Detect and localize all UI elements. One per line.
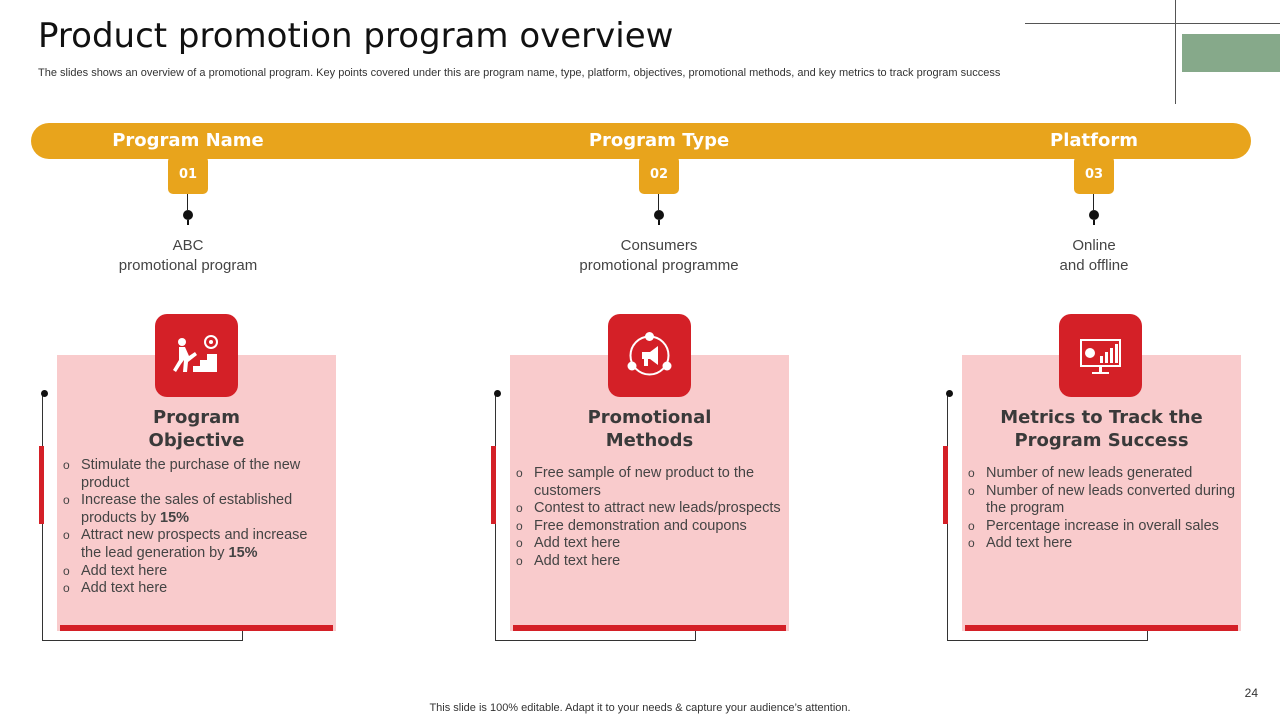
bullet-list <box>63 457 323 598</box>
list-item <box>968 483 1236 518</box>
value-line: ABC <box>172 237 204 254</box>
bullet-text: Attract new prospects and increase the lead generation by <box>81 527 308 561</box>
list-item <box>63 580 323 598</box>
bullet-text: Add text here <box>534 552 621 569</box>
card-title-line: Program Success <box>1014 430 1189 451</box>
list-item <box>63 457 323 492</box>
list-item <box>968 465 1236 483</box>
bar-label-program-name: Program Name <box>112 130 264 151</box>
value-line: promotional programme <box>579 257 739 274</box>
value-line: promotional program <box>118 257 258 274</box>
program-name-value <box>58 236 318 276</box>
pin-icon <box>1089 210 1099 220</box>
decor-line-vertical <box>1175 0 1176 104</box>
megaphone-cycle-icon <box>608 314 691 397</box>
bullet-text: Free demonstration and coupons <box>534 517 747 534</box>
list-item <box>63 492 323 527</box>
pin-connector <box>187 194 188 210</box>
red-marker <box>39 446 44 524</box>
footer-note: This slide is 100% editable. Adapt it to your needs & capture your audience’s attention. <box>429 702 851 714</box>
number-badge: 03 <box>1074 156 1114 194</box>
red-marker <box>943 446 948 524</box>
bullet-text: Percentage increase in overall sales <box>986 517 1219 534</box>
bracket-line <box>695 631 696 641</box>
list-item <box>516 465 786 500</box>
bullet-text: Add text here <box>81 562 168 579</box>
bullet-text: Contest to attract new leads/prospects <box>534 500 781 517</box>
pin-icon <box>183 210 193 220</box>
bracket-line <box>1147 631 1148 641</box>
list-item <box>516 518 786 536</box>
arrowhead-icon <box>946 390 953 397</box>
arrowhead-icon <box>41 390 48 397</box>
program-type-value <box>529 236 789 276</box>
card-accent-bar <box>965 625 1238 631</box>
card-title-line: Methods <box>605 430 694 451</box>
card-accent-bar <box>60 625 333 631</box>
list-item <box>516 535 786 553</box>
stairs-target-icon <box>155 314 238 397</box>
page-subtitle: The slides shows an overview of a promotional program. Key points covered under this are program name, type, platform, objectives, promotional methods, and key metrics to track program success <box>38 67 1001 79</box>
bracket-line <box>42 640 242 641</box>
bullet-list <box>968 465 1236 553</box>
list-item <box>516 500 786 518</box>
pin-connector <box>1093 194 1094 210</box>
number-badge: 01 <box>168 156 208 194</box>
bullet-text: Add text here <box>986 535 1073 552</box>
card-title <box>57 406 336 452</box>
list-item <box>968 535 1236 553</box>
value-line: Online <box>1072 237 1116 254</box>
monitor-chart-icon <box>1059 314 1142 397</box>
page-number: 24 <box>1244 686 1258 700</box>
list-item <box>63 563 323 581</box>
bullet-emphasis: 15% <box>160 509 190 526</box>
bullet-text: Number of new leads converted during the program <box>986 482 1236 517</box>
bullet-text: Add text here <box>81 580 168 597</box>
bar-label-program-type: Program Type <box>588 130 730 151</box>
page-title: Product promotion program overview <box>38 16 674 56</box>
bracket-line <box>242 631 243 641</box>
bullet-text: Free sample of new product to the customers <box>534 465 755 499</box>
value-line: and offline <box>1059 257 1129 274</box>
bullet-text: Add text here <box>534 535 621 552</box>
card-title <box>510 406 789 452</box>
card-title-line: Program <box>152 407 241 428</box>
bracket-line <box>495 640 695 641</box>
card-title-line: Metrics to Track the <box>1000 407 1203 428</box>
bullet-text: Stimulate the purchase of the new product <box>81 457 301 491</box>
bullet-text: Number of new leads generated <box>986 465 1193 481</box>
list-item <box>63 527 323 562</box>
list-item <box>968 518 1236 536</box>
bracket-line <box>947 640 1147 641</box>
list-item <box>516 553 786 571</box>
arrowhead-icon <box>494 390 501 397</box>
card-accent-bar <box>513 625 786 631</box>
card-title <box>962 406 1241 452</box>
decor-line-horizontal <box>1025 23 1280 24</box>
decor-green-block <box>1182 34 1280 72</box>
value-line: Consumers <box>620 237 698 254</box>
pin-icon <box>654 210 664 220</box>
bullet-emphasis: 15% <box>228 544 258 561</box>
card-title-line: Promotional <box>587 407 712 428</box>
number-badge: 02 <box>639 156 679 194</box>
platform-value <box>964 236 1224 276</box>
bullet-list <box>516 465 786 571</box>
card-title-line: Objective <box>148 430 245 451</box>
bullet-text: Increase the sales of established products by <box>81 492 293 526</box>
red-marker <box>491 446 496 524</box>
pin-connector <box>658 194 659 210</box>
bar-label-platform: Platform <box>1050 130 1138 151</box>
